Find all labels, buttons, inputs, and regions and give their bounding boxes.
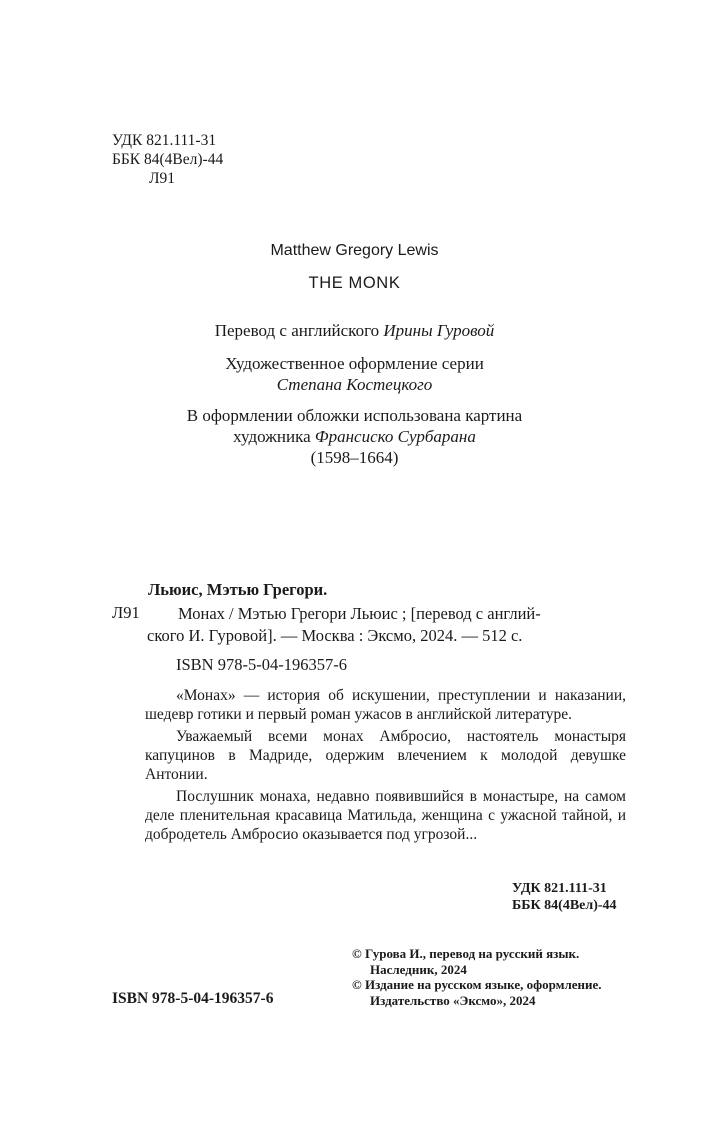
annotation-paragraph-2: Уважаемый всеми монах Амбросио, настоятель монастыря капуцинов в Мадриде, одержим влечением к молодой девушке Антонии. [145, 728, 626, 783]
cover-art-credit [0, 405, 709, 468]
bibliographic-isbn: ISBN 978-5-04-196357-6 [176, 655, 347, 674]
author-mark: Л91 [149, 170, 176, 187]
cover-note-line1: В оформлении обложки использована картина [186, 406, 523, 425]
series-design-label: Художественное оформление серии [225, 354, 484, 373]
bibliographic-line2: ского И. Гуровой]. — Москва : Эксмо, 2024. — 512 с. [147, 626, 523, 645]
annotation-paragraph-1: «Монах» — история об искушении, преступлении и наказании, шедевр готики и первый роман ужасов в английской литературе. [145, 687, 626, 723]
classification-block [112, 131, 223, 188]
bibliographic-line1: Монах / Мэтью Грегори Льюис ; [перевод с англий- [178, 604, 541, 623]
artist-years: (1598–1664) [310, 448, 399, 467]
footer-classification [512, 880, 617, 914]
cover-artist-name: Франсиско Сурбарана [314, 427, 476, 446]
copyright-block [352, 946, 602, 1008]
series-design-credit [0, 353, 709, 395]
bibliographic-description [147, 603, 598, 647]
copyright-edition: © Издание на русском языке, оформление. [352, 977, 602, 992]
bibliographic-code: Л91 [112, 603, 140, 622]
cover-note-prefix: художника [233, 427, 315, 446]
udk-code: УДК 821.111-31 [112, 132, 217, 149]
bibliographic-heading: Льюис, Мэтью Грегори. [148, 580, 328, 599]
bbk-code: ББК 84(4Вел)-44 [112, 151, 224, 168]
copyright-translation-holder: Наследник, 2024 [370, 961, 467, 977]
annotation [145, 686, 626, 847]
footer-bbk: ББК 84(4Вел)-44 [512, 898, 617, 913]
copyright-translation: © Гурова И., перевод на русский язык. [352, 946, 580, 961]
copyright-edition-holder: Издательство «Эксмо», 2024 [370, 992, 536, 1008]
series-designer-name: Степана Костецкого [276, 375, 433, 394]
original-author: Matthew Gregory Lewis [270, 242, 439, 259]
translation-credit [0, 320, 709, 341]
footer-udk: УДК 821.111-31 [512, 881, 607, 896]
translation-prefix: Перевод с английского [214, 321, 384, 340]
annotation-paragraph-3: Послушник монаха, недавно появившийся в монастыре, на самом деле пленительная красавица Матильда, женщина с ужасной тайной, и добродетель Амбросио оказывается под угрозой... [145, 788, 626, 843]
footer-isbn: ISBN 978-5-04-196357-6 [112, 990, 274, 1007]
translator-name: Ирины Гуровой [383, 321, 495, 340]
original-title: THE MONK [308, 274, 401, 292]
